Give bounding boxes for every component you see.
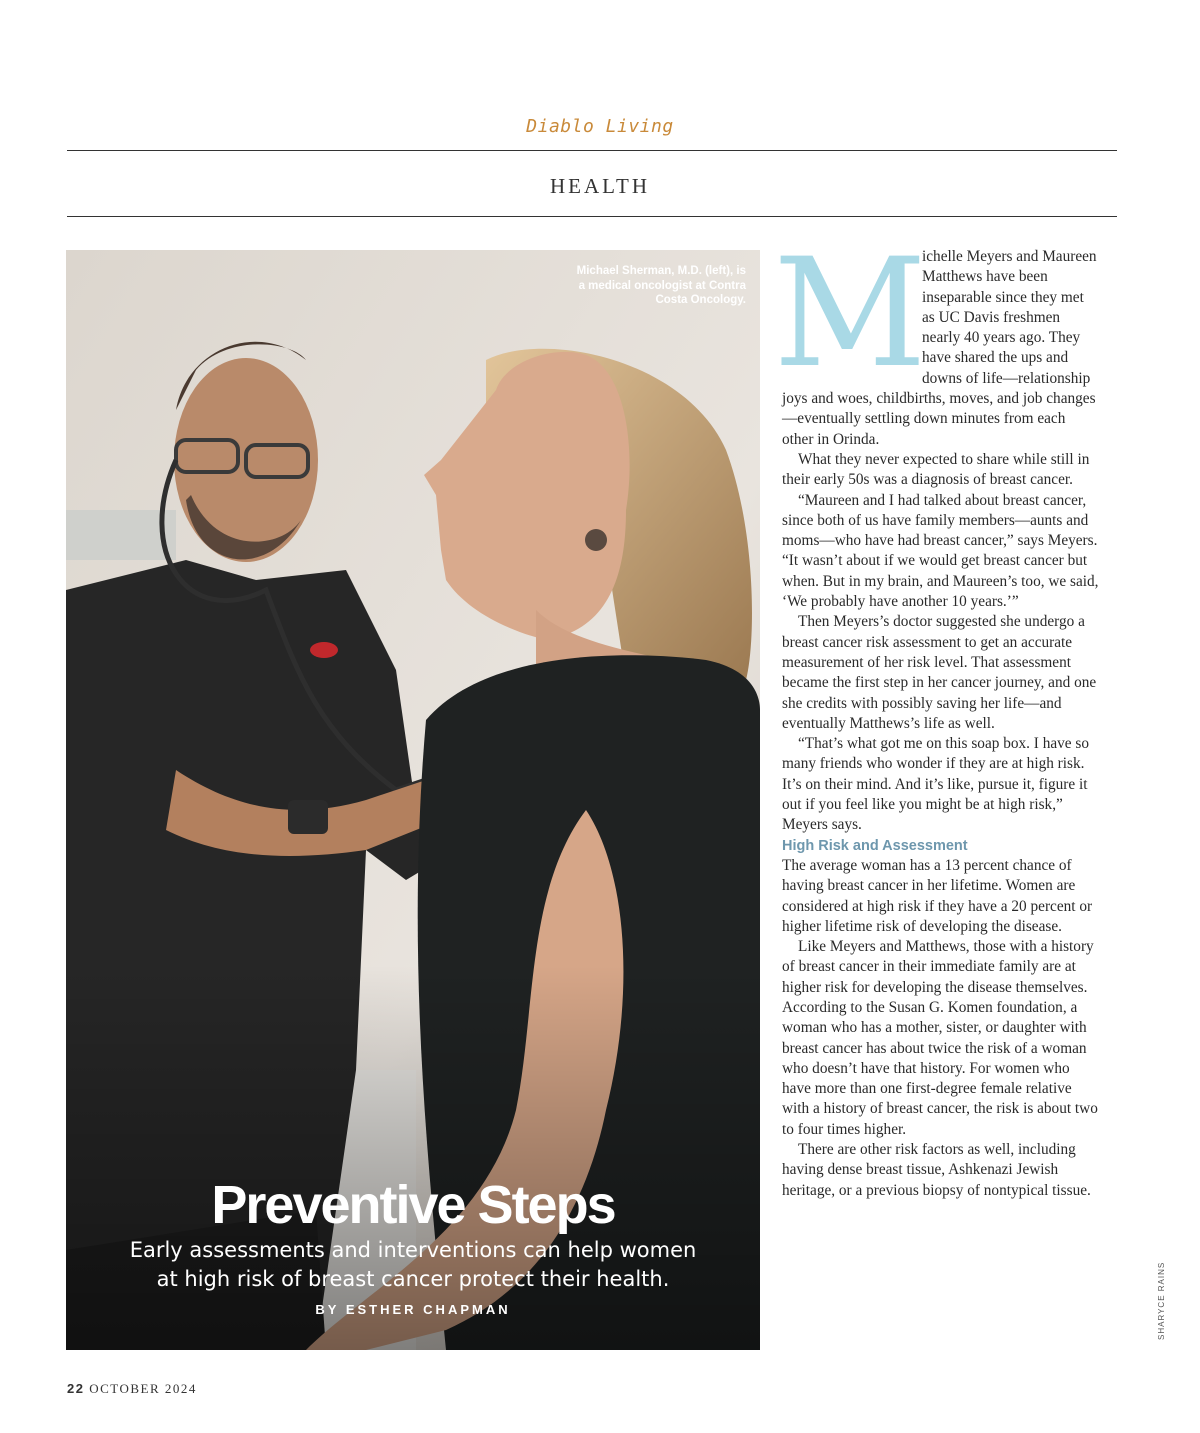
paragraph: Then Meyers’s doctor suggested she undergo a breast cancer risk assessment to get an accurate measurement of her risk level. That assessment became the first step in her cancer journey, and one she credits with possibly saving her life—and eventually Matthews’s life as well. <box>782 613 1097 732</box>
article-body <box>773 227 1100 1201</box>
page-number: 22 <box>67 1381 85 1396</box>
masthead: Diablo Living <box>526 116 674 137</box>
paragraph: “That’s what got me on this soap box. I have so many friends who wonder if they are at high risk. It’s on their mind. And it’s like, pursue it, figure it out if you feel like you might be at high risk,” Meyers says. <box>782 735 1090 834</box>
paragraph: There are other risk factors as well, including having dense breast tissue, Ashkenazi Jewish heritage, or a previous biopsy of nontypical tissue. <box>782 1141 1091 1199</box>
subhead: High Risk and Assessment <box>782 837 968 854</box>
section-title: HEALTH <box>549 174 651 198</box>
headline: Preventive Steps <box>211 1175 615 1235</box>
paragraph: The average woman has a 13 percent chance of having breast cancer in her lifetime. Women are considered at high risk if they have a 20 percent or higher lifetime risk of developing the disease. <box>782 856 1093 935</box>
issue-date: OCTOBER 2024 <box>89 1381 197 1396</box>
paragraph: “Maureen and I had talked about breast cancer, since both of us have family members—aunts and moms—who have had breast cancer,” says Meyers. “It wasn’t about if we would get breast cancer but when. But in my brain, and Maureen’s too, we said, ‘We probably have another 10 years.’” <box>782 491 1099 611</box>
paragraph: What they never expected to share while still in their early 50s was a diagnosis of breast cancer. <box>782 450 1090 489</box>
folio <box>67 1381 197 1397</box>
drop-cap-letter: M <box>773 227 927 401</box>
drop-cap <box>773 227 927 401</box>
paragraph: ichelle Meyers and Maureen Matthews have been inseparable since they met as UC Davis freshmen nearly 40 years ago. They have shared the ups and downs of life—relationship joys and woes, childbirths, moves, and job changes—eventually settling down minutes from each other in Orinda. <box>782 248 1097 448</box>
photo-caption: Michael Sherman, M.D. (left), is a medical oncologist at Contra Costa Oncology. <box>576 265 746 306</box>
top-rule <box>67 150 1117 151</box>
photo-credit: SHARYCE RAINS <box>1157 1261 1166 1340</box>
section-rule <box>67 216 1117 217</box>
paragraph: Like Meyers and Matthews, those with a history of breast cancer in their immediate family are at higher risk for developing the disease themselves. According to the Susan G. Komen foundation, a woman who has a mother, sister, or daughter with breast cancer has about twice the risk of a woman who doesn’t have that history. For women who have more than one first-degree female relative with a history of breast cancer, the risk is about two to four times higher. <box>782 938 1098 1138</box>
byline: BY ESTHER CHAPMAN <box>315 1302 511 1317</box>
dek: Early assessments and interventions can help women at high risk of breast cancer protect their health. <box>129 1238 697 1291</box>
feature-photo <box>66 250 760 1350</box>
